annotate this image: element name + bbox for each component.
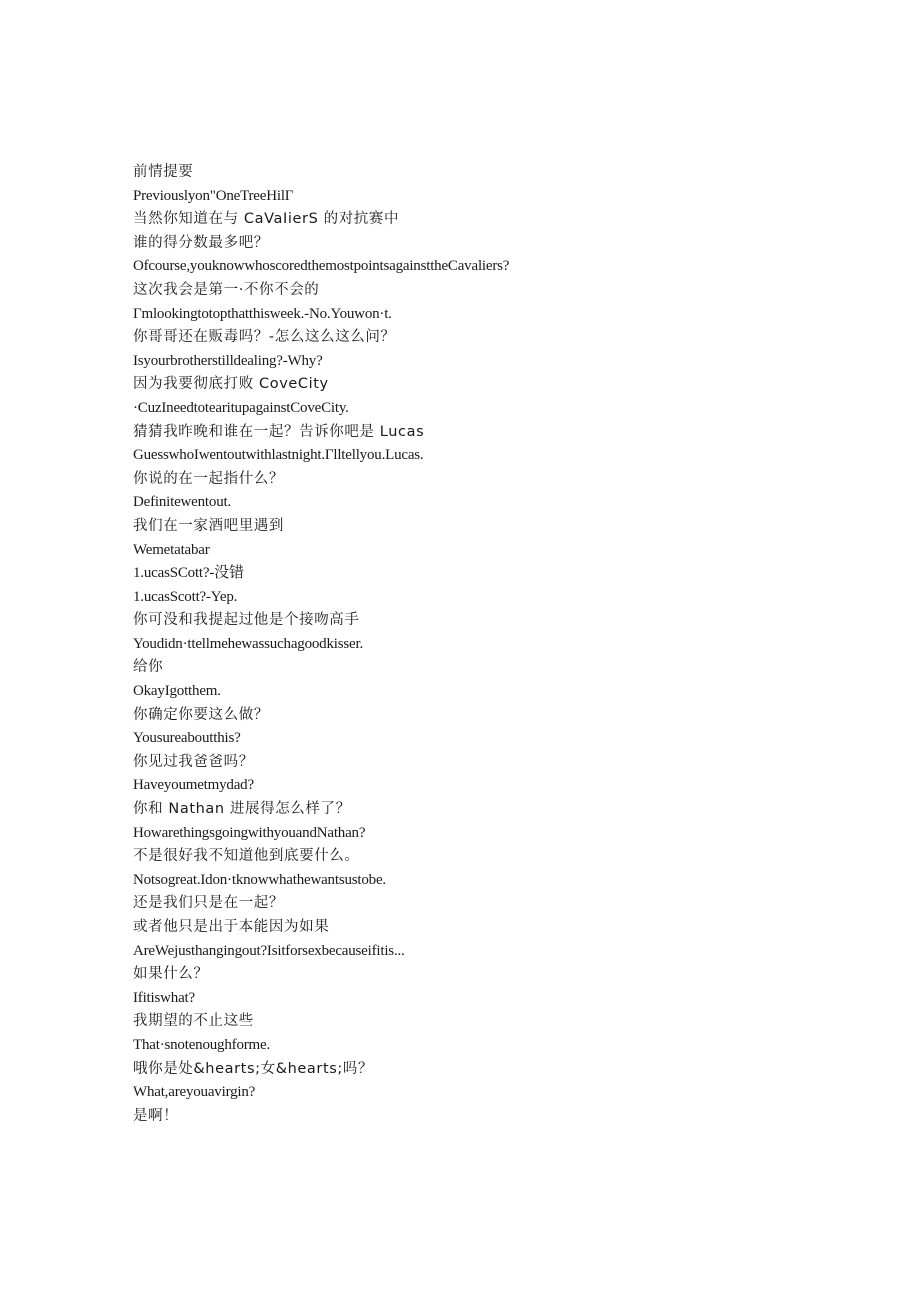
- chinese-subtitle-line: 你和 Nathan 进展得怎么样了？: [133, 801, 351, 818]
- english-subtitle-line: Ifitiswhat?: [133, 989, 195, 1006]
- chinese-subtitle-line: 是啊！: [133, 1107, 179, 1124]
- english-subtitle-line: Isyourbrotherstilldealing?-Why?: [133, 352, 323, 369]
- english-subtitle-line: Definitewentout.: [133, 494, 232, 511]
- english-subtitle-line: Youdidn·ttellmehewassuchagoodkisser.: [133, 635, 364, 652]
- chinese-subtitle-line: 给你: [133, 659, 164, 676]
- english-subtitle-line: Yousureaboutthis?: [133, 730, 241, 747]
- chinese-subtitle-line: 如果什么？: [133, 966, 209, 983]
- english-subtitle-line: Haveyoumetmydad?: [133, 777, 254, 794]
- chinese-subtitle-line: 谁的得分数最多吧？: [133, 234, 269, 251]
- english-subtitle-line: Previouslyon"OneTreeHilΓ: [133, 187, 294, 204]
- english-subtitle-line: HowarethingsgoingwithyouandNathan?: [133, 824, 366, 841]
- chinese-subtitle-line: 你哥哥还在贩毒吗？-怎么这么这么问？: [133, 329, 396, 346]
- chinese-subtitle-line: 猜猜我昨晚和谁在一起？告诉你吧是 Lucas: [133, 423, 425, 440]
- english-subtitle-line: AreWejusthangingout?Isitforsexbecauseifitis...: [133, 942, 405, 959]
- chinese-subtitle-line: 因为我要彻底打败 CoveCity: [133, 376, 329, 393]
- chinese-subtitle-line: 你说的在一起指什么？: [133, 470, 284, 487]
- english-subtitle-line: 1.ucasScott?-Yep.: [133, 588, 238, 605]
- english-subtitle-line: ·CuzIneedtotearitupagainstCoveCity.: [133, 399, 349, 416]
- chinese-subtitle-line: 当然你知道在与 CaVaIierS 的对抗赛中: [133, 211, 400, 228]
- chinese-subtitle-line: 你见过我爸爸吗？: [133, 753, 254, 770]
- chinese-subtitle-line: 我期望的不止这些: [133, 1013, 254, 1030]
- english-subtitle-line: OkayIgotthem.: [133, 683, 221, 700]
- chinese-subtitle-line: 或者他只是出于本能因为如果: [133, 919, 330, 935]
- chinese-subtitle-line: 这次我会是第一·不你不会的: [133, 281, 320, 298]
- chinese-subtitle-line: 你确定你要这么做？: [133, 706, 269, 723]
- english-subtitle-line: GuesswhoIwentoutwithlastnight.Γlltellyou.Lucas.: [133, 447, 424, 464]
- chinese-subtitle-line: 前情提要: [133, 164, 194, 180]
- english-subtitle-line: Notsogreat.Idon·tknowwhathewantsustobe.: [133, 871, 386, 888]
- chinese-subtitle-line: 哦你是处&hearts;女&hearts;吗？: [133, 1060, 374, 1077]
- chinese-subtitle-line: 不是很好我不知道他到底要什么。: [133, 848, 360, 865]
- english-subtitle-line: That·snotenoughforme.: [133, 1036, 271, 1053]
- english-subtitle-line: What,areyouavirgin?: [133, 1084, 256, 1101]
- english-subtitle-line: 1.ucasSCott?-没错: [133, 565, 244, 582]
- english-subtitle-line: Γmlookingtotopthatthisweek.-No.Youwon·t.: [133, 305, 392, 322]
- chinese-subtitle-line: 我们在一家酒吧里遇到: [133, 517, 284, 534]
- chinese-subtitle-line: 你可没和我提起过他是个接吻高手: [133, 612, 360, 629]
- subtitle-transcript: [133, 161, 833, 1128]
- english-subtitle-line: Wemetatabar: [133, 541, 210, 558]
- chinese-subtitle-line: 还是我们只是在一起？: [133, 895, 284, 912]
- english-subtitle-line: Ofcourse,youknowwhoscoredthemostpointsagainsttheCavaliers?: [133, 258, 510, 275]
